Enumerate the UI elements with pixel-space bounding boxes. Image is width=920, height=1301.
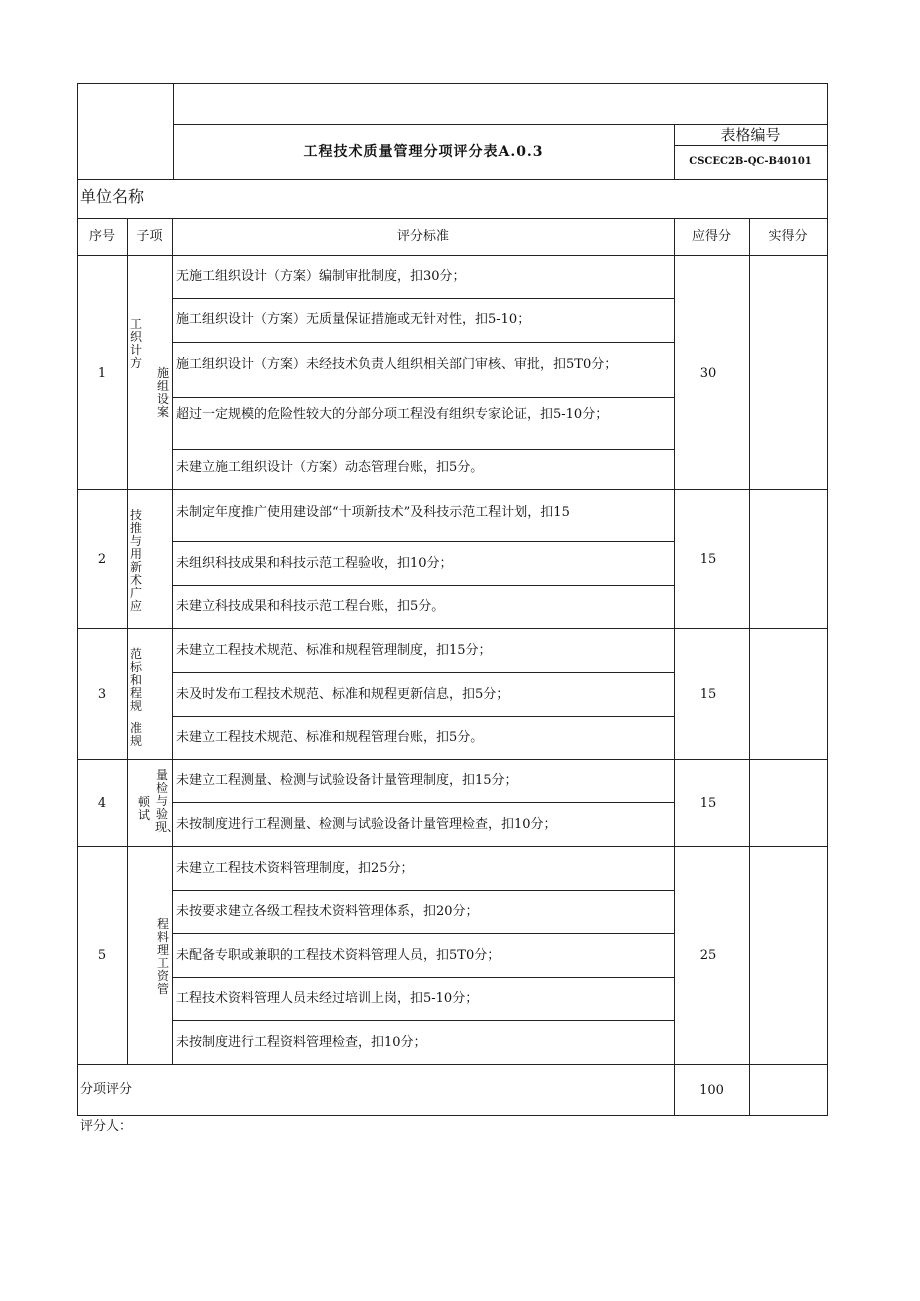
criteria-item: 未建立科技成果和科技示范工程台账，扣5分。	[176, 599, 445, 614]
criteria-item: 施工组织设计（方案）无质量保证措施或无针对性，扣5-10；	[176, 312, 531, 327]
sub-item-label: 工织计方	[129, 317, 142, 370]
col-header-max: 应得分	[691, 229, 731, 244]
section-no: 2	[97, 552, 107, 567]
sub-item-label: 顿试	[137, 795, 150, 822]
criteria-item: 施工组织设计（方案）未经技术负责人组织相关部门审核、审批，扣5T0分；	[176, 357, 618, 372]
criteria-item: 未建立工程技术规范、标准和规程管理台账，扣5分。	[176, 730, 484, 745]
col-header-sub: 子项	[136, 229, 163, 244]
criteria-item: 未制定年度推广使用建设部“十项新技术”及科技示范工程计划，扣15	[176, 505, 570, 520]
form-number-value: CSCEC2B-QC-B40101	[689, 156, 812, 167]
scorer-label: 评分人：	[80, 1119, 133, 1134]
sub-item-label-2: 准规	[129, 721, 142, 748]
form-title: 工程技术质量管理分项评分表A.0.3	[303, 144, 544, 160]
col-header-no: 序号	[88, 229, 115, 244]
sub-item-label: 程料理工资管	[156, 917, 169, 996]
criteria-item: 工程技术资料管理人员未经过培训上岗，扣5-10分；	[176, 991, 479, 1006]
max-score: 15	[699, 552, 717, 567]
total-max-score: 100	[699, 1083, 724, 1098]
actual-score[interactable]	[752, 551, 824, 569]
criteria-item: 未建立工程技术规范、标准和规程管理制度，扣15分；	[176, 643, 492, 658]
section-no: 5	[97, 948, 107, 963]
criteria-item: 未按制度进行工程资料管理检查，扣10分；	[176, 1035, 427, 1050]
unit-name-value[interactable]	[180, 188, 820, 208]
section-no: 3	[97, 687, 107, 702]
sub-item-label: 范标和程规	[129, 647, 142, 713]
col-header-criteria: 评分标准	[396, 229, 449, 244]
criteria-item: 未配备专职或兼职的工程技术资料管理人员，扣5T0分；	[176, 948, 501, 963]
criteria-item: 未建立工程测量、检测与试验设备计量管理制度，扣15分；	[176, 773, 518, 788]
max-score: 15	[699, 796, 717, 811]
max-score: 30	[699, 366, 717, 381]
criteria-item: 未建立工程技术资料管理制度，扣25分；	[176, 861, 414, 876]
criteria-item: 无施工组织设计（方案）编制审批制度，扣30分；	[176, 269, 466, 284]
total-label: 分项评分	[80, 1082, 133, 1097]
form-number-label: 表格编号	[720, 126, 781, 144]
col-header-actual: 实得分	[768, 229, 808, 244]
max-score: 25	[699, 948, 717, 963]
actual-score[interactable]	[752, 686, 824, 704]
actual-score[interactable]	[752, 365, 824, 383]
criteria-item: 超过一定规模的危险性较大的分部分项工程没有组织专家论证，扣5-10分；	[176, 407, 609, 422]
criteria-item: 未按制度进行工程测量、检测与试验设备计量管理检查，扣10分；	[176, 817, 557, 832]
section-no: 1	[97, 366, 107, 381]
sub-item-label-2: 量检与验现、	[155, 768, 180, 834]
actual-score[interactable]	[752, 795, 824, 813]
criteria-item: 未按要求建立各级工程技术资料管理体系，扣20分；	[176, 904, 479, 919]
total-actual-score[interactable]	[752, 1082, 824, 1100]
section-no: 4	[97, 796, 107, 811]
actual-score[interactable]	[752, 947, 824, 965]
sub-item-label-2: 施组设案	[156, 366, 169, 419]
sub-item-label: 技推与用新术广应	[129, 508, 142, 613]
max-score: 15	[699, 687, 717, 702]
criteria-item: 未建立施工组织设计（方案）动态管理台账，扣5分。	[176, 460, 484, 475]
unit-name-label: 单位名称	[80, 187, 145, 206]
criteria-item: 未及时发布工程技术规范、标准和规程更新信息，扣5分；	[176, 687, 510, 702]
criteria-item: 未组织科技成果和科技示范工程验收，扣10分；	[176, 556, 453, 571]
